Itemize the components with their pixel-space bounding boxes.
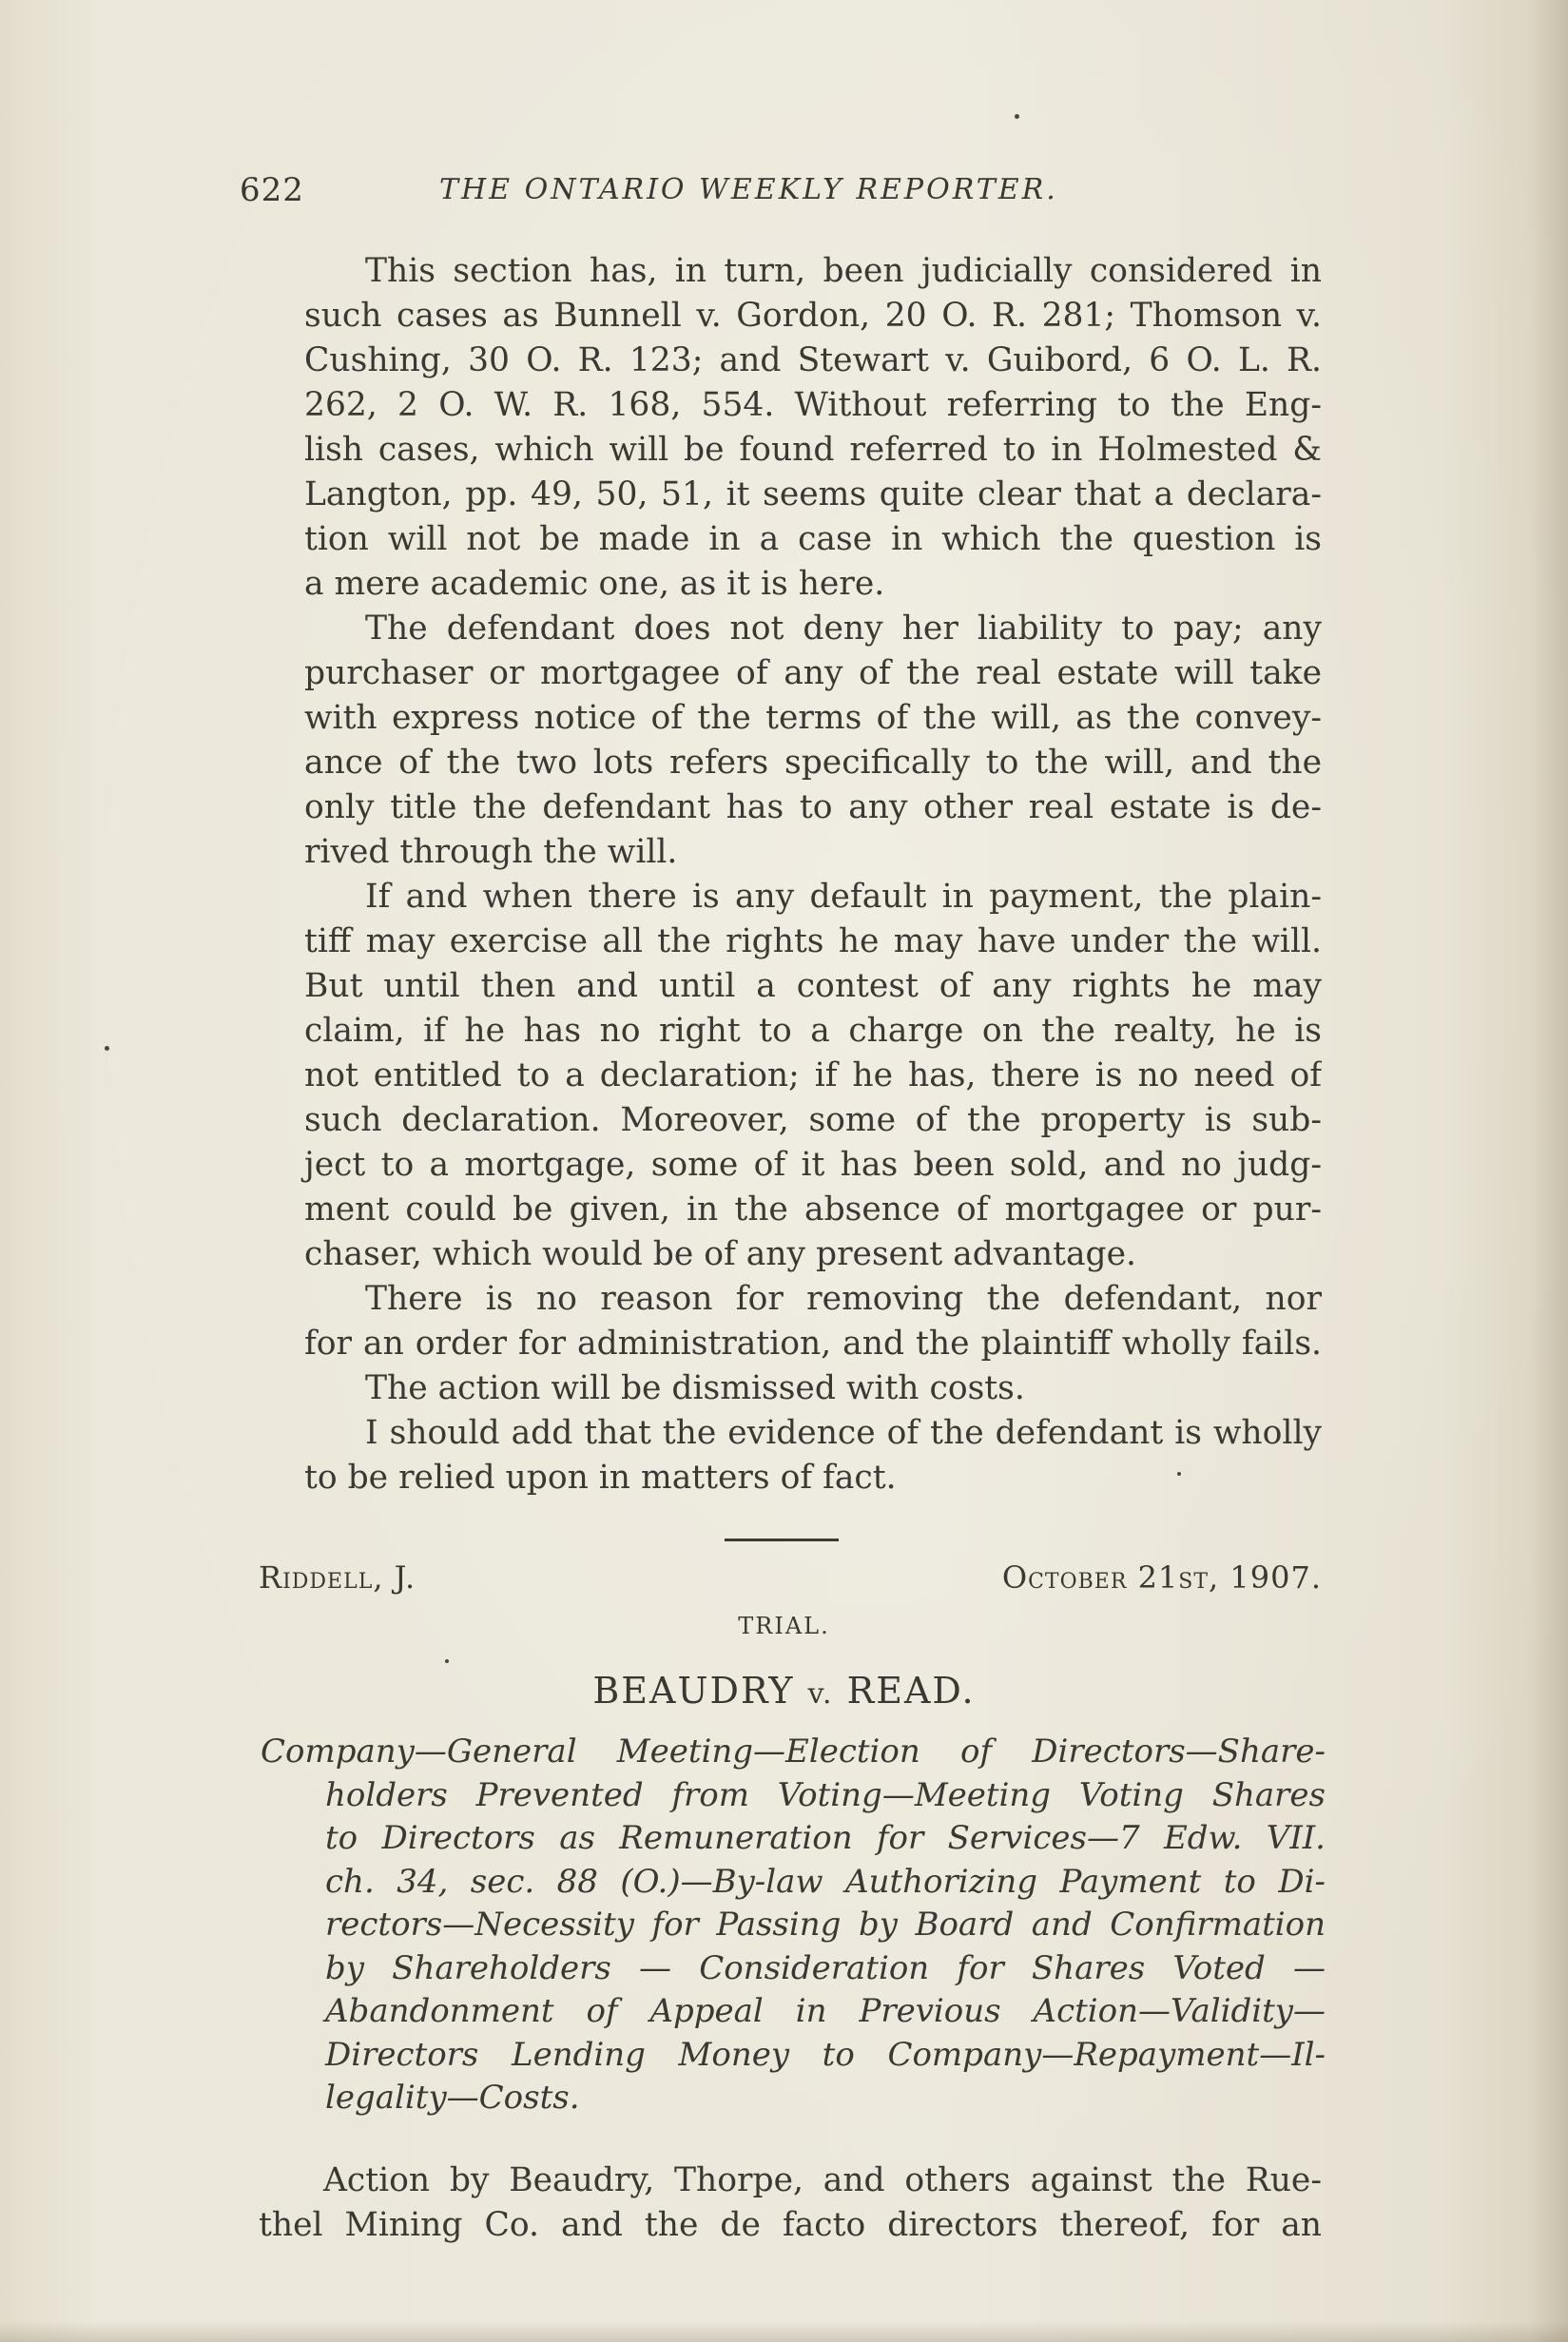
print-speck <box>1177 1472 1181 1476</box>
text-line: The action will be dismissed with costs. <box>365 1369 1025 1407</box>
headnote-line: Company—General Meeting—Election of Directors—Share- <box>261 1732 1326 1771</box>
headnote-line: by Shareholders — Consideration for Shares Voted — <box>325 1948 1326 1987</box>
section-divider <box>725 1539 839 1541</box>
paragraph <box>243 1277 1322 1366</box>
headnote-line: legality—Costs. <box>325 2079 580 2117</box>
case-title-party-right: READ. <box>846 1670 976 1712</box>
paragraph <box>243 249 1322 607</box>
case-title-versus: v. <box>807 1677 834 1711</box>
text-line: chaser, which would be of any present advantage. <box>304 1235 1136 1273</box>
text-line: such declaration. Moreover, some of the property is sub- <box>304 1101 1322 1139</box>
paragraph <box>243 875 1322 1277</box>
print-speck <box>105 1046 109 1051</box>
text-line: not entitled to a declaration; if he has, there is no need of <box>304 1056 1322 1094</box>
text-line: lish cases, which will be found referred to in Holmested & <box>304 431 1322 469</box>
page-edge-shadow <box>1530 0 1568 2342</box>
headnote-line: ch. 34, sec. 88 (O.)—By-law Authorizing Payment to Di- <box>325 1862 1326 1901</box>
text-line: tion will not be made in a case in which the question is <box>304 520 1322 558</box>
text-line: Action by Beaudry, Thorpe, and others against the Rue- <box>323 2161 1322 2199</box>
text-line: Langton, pp. 49, 50, 51, it seems quite clear that a declara- <box>304 475 1322 513</box>
text-line: rived through the will. <box>304 833 678 871</box>
text-line: a mere academic one, as it is here. <box>304 565 885 603</box>
judgment-body <box>243 249 1322 1500</box>
text-line: If and when there is any default in payment, the plain- <box>365 878 1322 916</box>
judgment-date: October 21st, 1907. <box>1001 1559 1322 1596</box>
case-title-party-left: BEAUDRY <box>592 1670 795 1712</box>
paragraph <box>243 1411 1322 1500</box>
text-line: 262, 2 O. W. R. 168, 554. Without referring to the Eng- <box>304 386 1322 424</box>
headnote-line: to Directors as Remuneration for Services—7 Edw. VII. <box>325 1819 1326 1857</box>
text-line: to be relied upon in matters of fact. <box>304 1459 897 1497</box>
text-line: thel Mining Co. and the de facto directors thereof, for an <box>259 2206 1322 2244</box>
text-line: This section has, in turn, been judicially considered in <box>365 252 1322 290</box>
page-bottom-edge <box>0 2321 1568 2342</box>
text-line: ance of the two lots refers specifically to the will, and the <box>304 744 1322 782</box>
text-line: Cushing, 30 O. R. 123; and Stewart v. Guibord, 6 O. L. R. <box>304 341 1322 379</box>
text-line: only title the defendant has to any other real estate is de- <box>304 788 1322 826</box>
print-speck <box>445 1659 449 1663</box>
page-number: 622 <box>240 171 304 209</box>
text-line: ject to a mortgage, some of it has been sold, and no judg- <box>304 1146 1322 1184</box>
headnote-line: Abandonment of Appeal in Previous Action—Validity— <box>325 1992 1326 2030</box>
headnote-line: rectors—Necessity for Passing by Board and Confirmation <box>325 1906 1326 1944</box>
paragraph <box>243 607 1322 875</box>
text-line: ment could be given, in the absence of mortgagee or pur- <box>304 1190 1322 1229</box>
text-line: The defendant does not deny her liability to pay; any <box>365 610 1322 648</box>
text-line: I should add that the evidence of the defendant is wholly <box>365 1414 1322 1452</box>
page-header <box>240 171 1324 219</box>
text-line: for an order for administration, and the plaintiff wholly fails. <box>304 1325 1322 1363</box>
headnote-line: Directors Lending Money to Company—Repayment—Il- <box>325 2035 1326 2074</box>
print-speck <box>1015 114 1019 119</box>
text-line: tiff may exercise all the rights he may have under the will. <box>304 922 1322 960</box>
case-byline <box>259 1559 1322 1607</box>
text-line: with express notice of the terms of the will, as the convey- <box>304 699 1322 737</box>
action-paragraph <box>259 2158 1322 2248</box>
paragraph <box>243 1366 1322 1411</box>
headnote-line: holders Prevented from Voting—Meeting Voting Shares <box>325 1775 1326 1814</box>
headnote <box>261 1731 1326 2120</box>
running-head: THE ONTARIO WEEKLY REPORTER. <box>439 173 1058 206</box>
trial-label: TRIAL. <box>738 1613 830 1639</box>
judge-name: Riddell, J. <box>259 1559 416 1596</box>
text-line: claim, if he has no right to a charge on the realty, he is <box>304 1012 1322 1050</box>
case-title <box>0 1670 1568 1712</box>
text-line: There is no reason for removing the defendant, nor <box>365 1280 1322 1318</box>
text-line: But until then and until a contest of any rights he may <box>304 967 1322 1005</box>
text-line: such cases as Bunnell v. Gordon, 20 O. R. 281; Thomson v. <box>304 297 1322 335</box>
text-line: purchaser or mortgagee of any of the real estate will take <box>304 654 1322 692</box>
